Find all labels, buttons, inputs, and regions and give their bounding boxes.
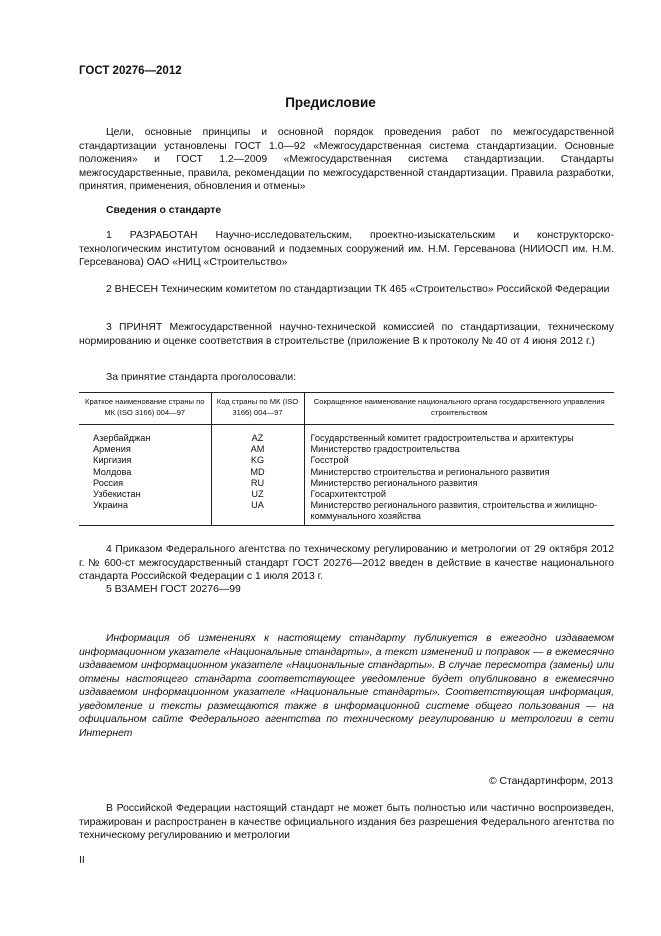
item-introduced: 2 ВНЕСЕН Техническим комитетом по стандартизации ТК 465 «Строительство» Российской Федерации (106, 284, 610, 295)
table-row (79, 478, 614, 489)
table-row (79, 489, 614, 500)
changes-information: Информация об изменениях к настоящему стандарту публикуется в ежегодно издаваемом информационном указателе «Национальные стандарты», а текст изменений и поправок — в ежемесячно издаваемом информационном указателе «Национальные стандарты». В случае пересмотра (замены) или отмены настоящего стандарта соответствующее уведомление будет опубликовано в ежемесячно издаваемом информационном указателе «Национальные стандарты». Соответствующая информация, уведомление и тексты размещаются также в информационной системе общего пользования — на официальном сайте Федерального агентства по техническому регулированию и метрологии в сети Интернет (79, 633, 614, 739)
table-row (79, 444, 614, 455)
voting-table (79, 392, 614, 526)
page-title: Предисловие (285, 95, 376, 110)
header-organ: Сокращенное наименование национального органа государственного управления строительством (304, 393, 614, 425)
votes-label: За принятие стандарта проголосовали: (106, 372, 297, 383)
organ-cell: Министерство строительства и регионального развития (304, 467, 614, 478)
reproduction-rights: В Российской Федерации настоящий стандарт не может быть полностью или частично воспроизведен, тиражирован и распространен в качестве официального издания без разрешения Федерального агентства по техническому регулированию и метрологии (79, 803, 614, 841)
organ-cell: Госстрой (304, 455, 614, 466)
organ-cell: Министерство градостроительства (304, 444, 614, 455)
country-cell: Азербайджан (79, 425, 211, 445)
table-header-row (79, 393, 614, 425)
organ-cell: Министерство регионального развития, строительства и жилищно-коммунального хозяйства (304, 500, 614, 525)
code-cell: AZ (211, 425, 304, 445)
code-cell: UA (211, 500, 304, 525)
country-cell: Россия (79, 478, 211, 489)
organ-cell: Госархитектстрой (304, 489, 614, 500)
item-developed: 1 РАЗРАБОТАН Научно-исследовательским, проектно-изыскательским и конструкторско-технологическим институтом оснований и подземных сооружений им. Н.М. Герсеванова (НИИОСП им. Н.М. Герсеванова) ОАО «НИЦ «Строительство» (79, 230, 614, 268)
item-replaces: 5 ВЗАМЕН ГОСТ 20276—99 (106, 584, 241, 595)
intro-paragraph: Цели, основные принципы и основной порядок проведения работ по межгосударственной стандартизации установлены ГОСТ 1.0—92 «Межгосударственная система стандартизации. Основные положения» и ГОСТ 1.2—2009 «Межгосударственная система стандартизации. Стандарты межгосударственные, правила, рекомендации по межгосударственной стандартизации. Правила разработки, принятия, применения, обновления и отмены» (79, 127, 614, 192)
code-cell: KG (211, 455, 304, 466)
code-cell: AM (211, 444, 304, 455)
country-cell: Киргизия (79, 455, 211, 466)
section-subheading: Сведения о стандарте (106, 205, 222, 216)
code-cell: UZ (211, 489, 304, 500)
code-cell: MD (211, 467, 304, 478)
country-cell: Армения (79, 444, 211, 455)
item-adopted: 3 ПРИНЯТ Межгосударственной научно-технической комиссией по стандартизации, техническому нормированию и оценке соответствия в строительстве (приложение В к протоколу № 40 от 4 июня 2012 г.) (79, 322, 614, 347)
table-row (79, 455, 614, 466)
table-row (79, 425, 614, 445)
item-enacted: 4 Приказом Федерального агентства по техническому регулированию и метрологии от 29 октября 2012 г. № 600-ст межгосударственный стандарт ГОСТ 20276—2012 введен в действие в качестве национального стандарта Российской Федерации с 1 июля 2013 г. (79, 544, 614, 582)
table-row (79, 500, 614, 525)
organ-cell: Министерство регионального развития (304, 478, 614, 489)
header-country: Краткое наименование страны по МК (ISO 3166) 004—97 (79, 393, 211, 425)
header-code: Код страны по МК (ISO 3166) 004—97 (211, 393, 304, 425)
country-cell: Украина (79, 500, 211, 525)
document-code-header: ГОСТ 20276—2012 (79, 65, 182, 77)
table-row (79, 467, 614, 478)
code-cell: RU (211, 478, 304, 489)
page-number: II (79, 855, 85, 866)
country-cell: Узбекистан (79, 489, 211, 500)
country-cell: Молдова (79, 467, 211, 478)
organ-cell: Государственный комитет градостроительства и архитектуры (304, 425, 614, 445)
copyright-notice: © Стандартинформ, 2013 (488, 776, 613, 787)
